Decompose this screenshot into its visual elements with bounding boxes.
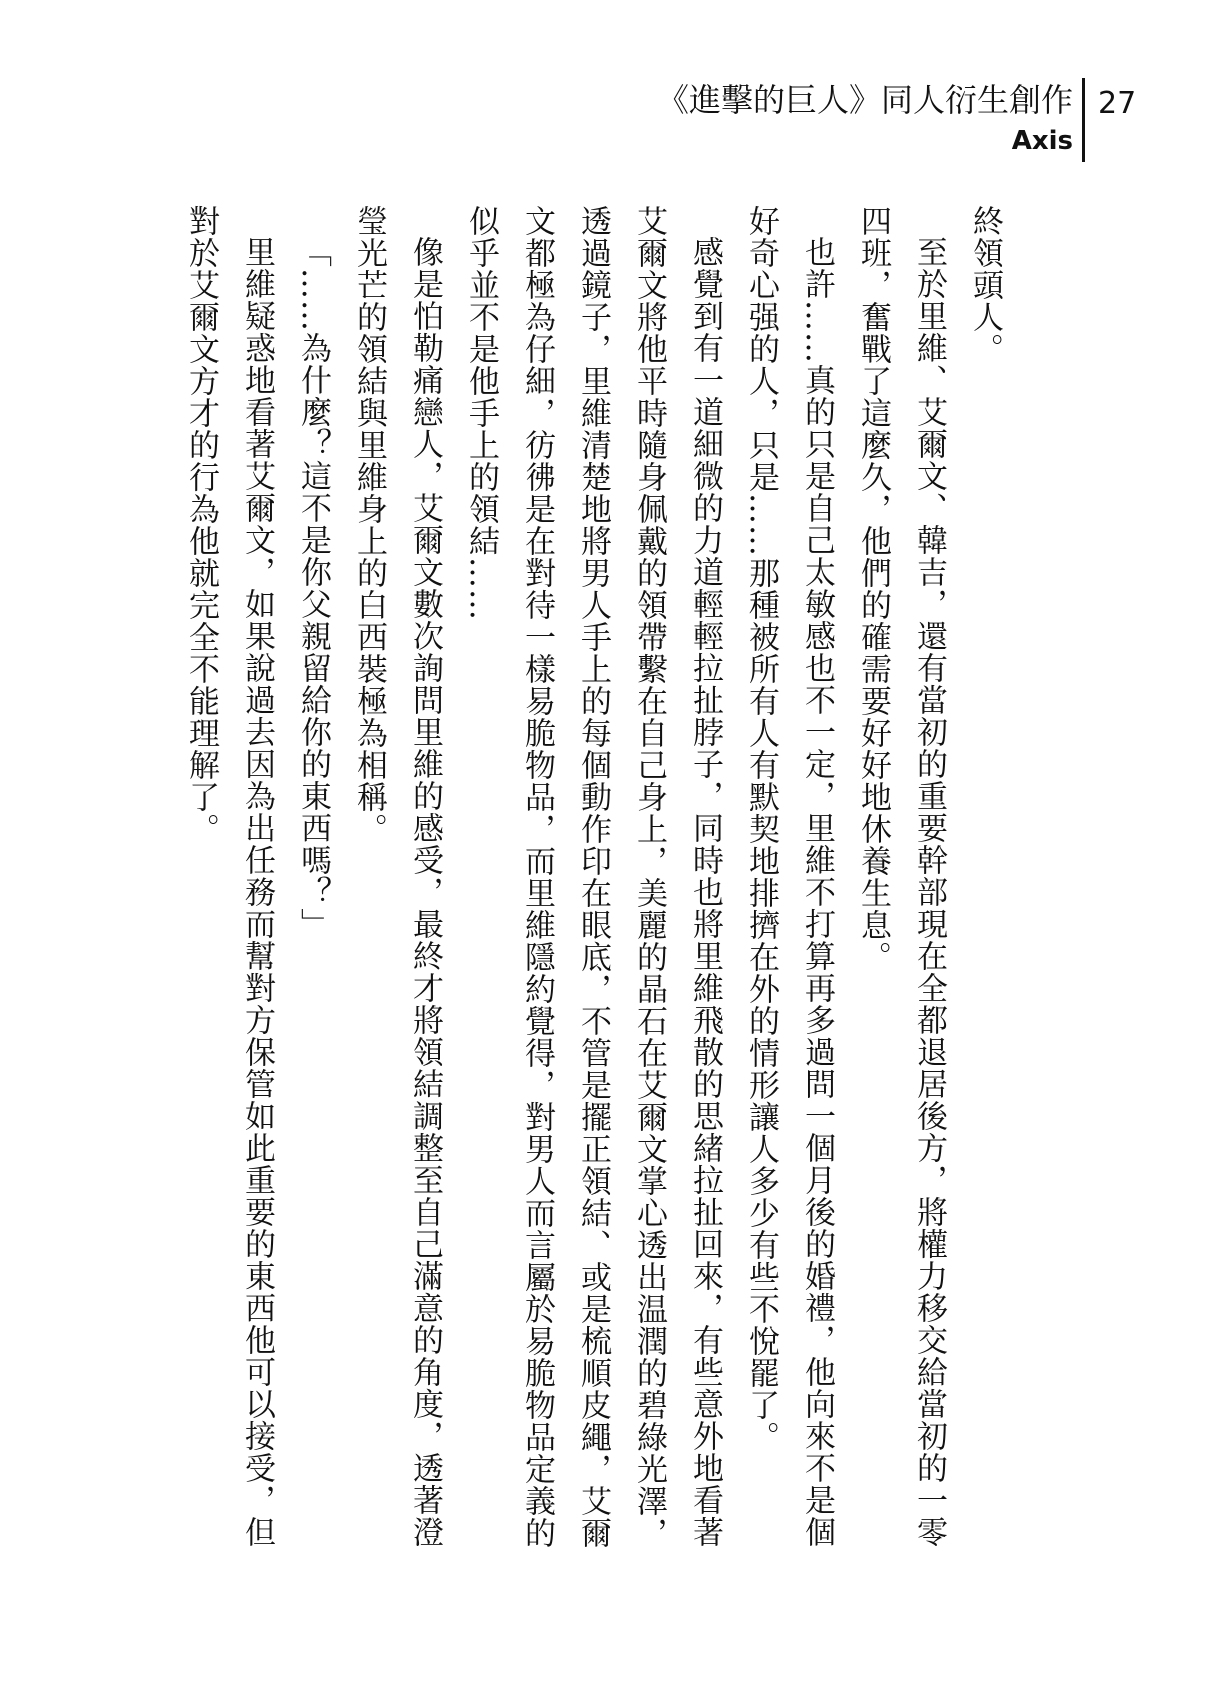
paragraph-3: 也許……真的只是自己太敏感也不一定，里維不打算再多過問一個月後的婚禮，他向來不是個好奇心强的人，只是……那種被所有人有默契地排擠在外的情形讓人多少有些不悅罷了。 <box>743 205 835 1548</box>
header-divider <box>1082 78 1085 162</box>
paragraph-6-dialogue: 「……為什麼？這不是你父親留給你的東西嗎？」 <box>295 236 331 940</box>
page-number: 27 <box>1098 86 1137 121</box>
paragraph-1: 終領頭人。 <box>967 205 1003 365</box>
paragraph-2: 至於里維、艾爾文、韓吉，還有當初的重要幹部現在全都退居後方，將權力移交給當初的一零四班，奮戰了這麼久，他們的確需要好好地休養生息。 <box>855 205 947 1548</box>
paragraph-4: 感覺到有一道細微的力道輕輕拉扯脖子，同時也將里維飛散的思緒拉扯回來，有些意外地看著艾爾文將他平時隨身佩戴的領帶繫在自己身上，美麗的晶石在艾爾文掌心透出温潤的碧綠光澤，透過鏡子，里維清楚地將男人手上的每個動作印在眼底，不管是擺正領結、或是梳順皮繩，艾爾文都極為仔細，彷彿是在對待一樣易脆物品，而里維隱約覺得，對男人而言屬於易脆物品定義的似乎並不是他手上的領結…… <box>463 205 723 1549</box>
running-header-title: 《進擊的巨人》同人衍生創作 <box>656 81 1073 119</box>
body-text <box>173 205 1013 1555</box>
paragraph-7: 里維疑惑地看著艾爾文，如果說過去因為出任務而幫對方保管如此重要的東西他可以接受，但對於艾爾文方才的行為他就完全不能理解了。 <box>183 205 275 1548</box>
paragraph-5: 像是怕勒痛戀人，艾爾文數次詢問里維的感受，最終才將領結調整至自己滿意的角度，透著澄瑩光芒的領結與里維身上的白西裝極為相稱。 <box>351 205 443 1548</box>
running-header-author: Axis <box>1011 126 1073 156</box>
